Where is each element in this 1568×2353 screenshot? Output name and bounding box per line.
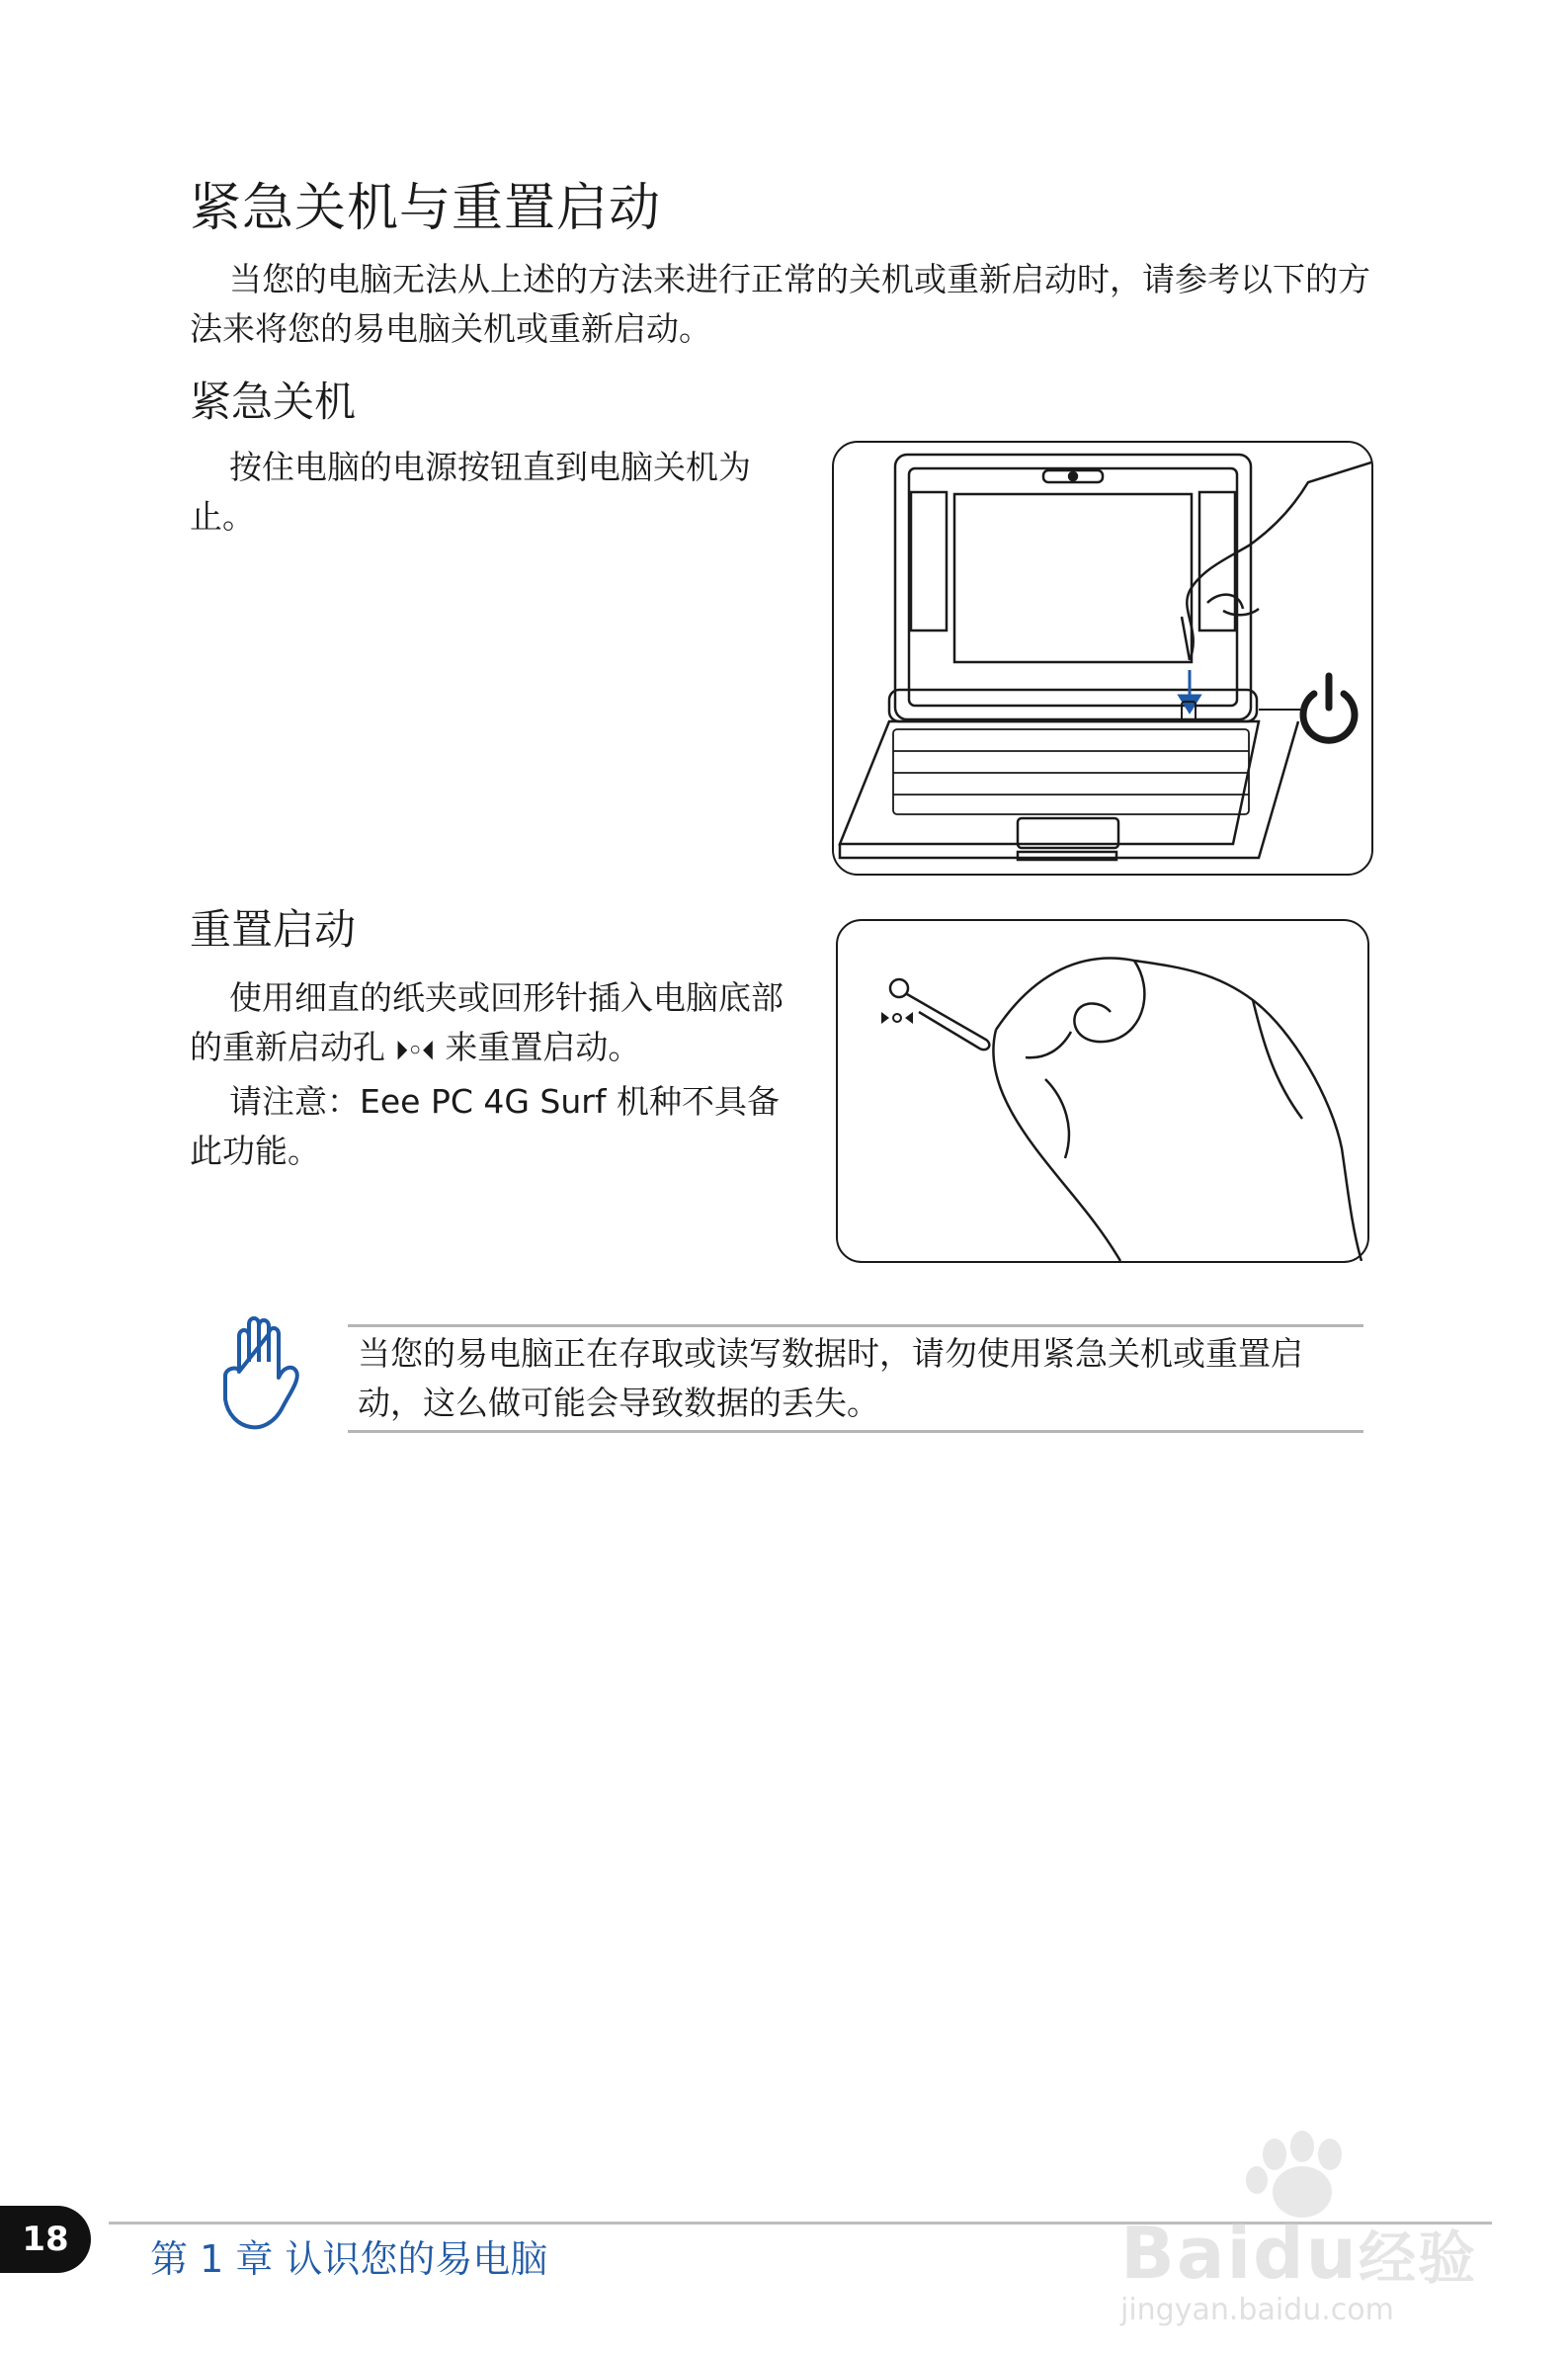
laptop-power-illustration bbox=[832, 441, 1373, 876]
chapter-label: 第 1 章 认识您的易电脑 bbox=[150, 2237, 548, 2281]
reset-hole-icon: ⏵◦⏴ bbox=[395, 1037, 435, 1064]
watermark-brand: Baidu bbox=[1120, 2212, 1359, 2295]
note-divider-bottom bbox=[348, 1430, 1363, 1433]
reset-pin-illustration bbox=[836, 919, 1369, 1263]
reset-text-part2: 来重置启动。 bbox=[445, 1028, 641, 1066]
page-title: 紧急关机与重置启动 bbox=[190, 179, 662, 238]
section-heading-reset: 重置启动 bbox=[190, 905, 357, 954]
hand-pin-illustration bbox=[838, 921, 1367, 1261]
reset-note: 请注意：Eee PC 4G Surf 机种不具备此功能。 bbox=[190, 1082, 780, 1170]
intro-paragraph: 当您的电脑无法从上述的方法来进行正常的关机或重新启动时，请参考以下的方法来将您的易电脑关机或重新启动。 bbox=[190, 260, 1370, 348]
section-heading-shutdown: 紧急关机 bbox=[190, 378, 357, 426]
watermark-url: jingyan.baidu.com bbox=[1120, 2293, 1394, 2327]
laptop-illustration bbox=[834, 443, 1371, 874]
power-icon bbox=[1303, 676, 1355, 740]
warning-text: 当您的易电脑正在存取或读写数据时，请勿使用紧急关机或重置启动，这么做可能会导致数据的丢失。 bbox=[358, 1334, 1303, 1422]
stop-hand-icon bbox=[217, 1314, 308, 1433]
baidu-watermark bbox=[1107, 2125, 1482, 2327]
reset-text-part1: 使用细直的纸夹或回形针插入电脑底部的重新启动孔 bbox=[190, 978, 784, 1066]
note-divider-top bbox=[348, 1324, 1363, 1327]
shutdown-text: 按住电脑的电源按钮直到电脑关机为止。 bbox=[190, 448, 751, 536]
reset-text bbox=[190, 973, 802, 1075]
page-number: 18 bbox=[0, 2206, 91, 2273]
watermark-brand-cn: 经验 bbox=[1358, 2225, 1477, 2292]
